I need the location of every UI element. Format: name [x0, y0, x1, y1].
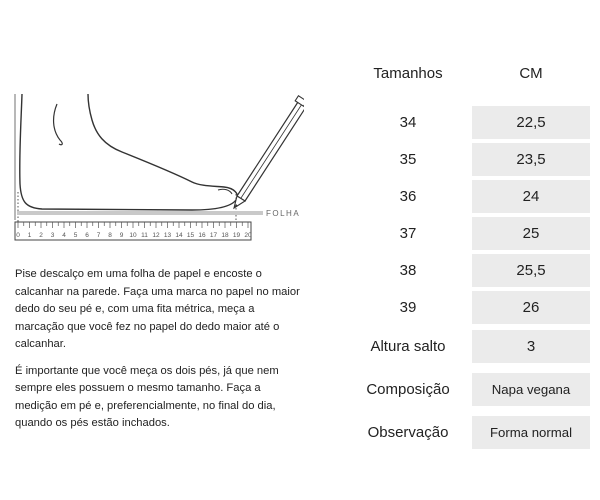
- ruler-number: 1: [27, 232, 32, 239]
- ruler-number: 2: [39, 232, 43, 239]
- ruler-number: 8: [108, 232, 112, 239]
- size-row-value: 23,5: [472, 143, 590, 176]
- size-row-label: 34: [399, 114, 417, 131]
- size-column-header: Tamanhos: [373, 65, 443, 82]
- ruler-number: 6: [85, 232, 89, 239]
- ruler-number: 17: [209, 232, 218, 239]
- ruler-number: 10: [129, 232, 137, 239]
- ruler-number: 19: [232, 232, 241, 239]
- pencil-icon: [234, 96, 304, 208]
- size-row-value: 25,5: [472, 254, 590, 287]
- size-row-label: 35: [399, 151, 417, 168]
- foot-outline: [20, 94, 238, 210]
- size-row-value: 26: [472, 291, 590, 324]
- measurement-instructions: [15, 266, 305, 442]
- size-row-label: 36: [399, 188, 417, 205]
- ruler-number: 4: [62, 232, 66, 239]
- heel-height-label: Altura salto: [370, 338, 446, 355]
- heel-height-value: 3: [472, 330, 590, 363]
- paper-sheet: [17, 211, 263, 215]
- size-row-label: 38: [399, 262, 417, 279]
- ruler-number: 16: [198, 232, 206, 239]
- cm-column-header: CM: [519, 65, 543, 82]
- size-row-label: 37: [399, 225, 417, 242]
- composition-label: Composição: [366, 381, 450, 398]
- foot-measurement-illustration: [12, 94, 304, 246]
- ruler-number: 11: [141, 232, 148, 239]
- observation-label: Observação: [367, 424, 449, 441]
- size-row-label: 39: [399, 299, 417, 316]
- ruler-number: 12: [152, 232, 160, 239]
- composition-value: Napa vegana: [472, 373, 590, 406]
- ruler-number: 0: [16, 232, 20, 239]
- instructions-paragraph-1: Pise descalço em uma folha de papel e encoste o calcanhar na parede. Faça uma marca no papel no maior dedo do seu pé e, com uma fita métrica, meça a marcação que você fez no papel do dedo maior até o calcanhar.: [15, 268, 300, 350]
- ruler-number: 5: [73, 232, 78, 239]
- ruler-number: 18: [221, 232, 229, 239]
- ruler-number: 9: [119, 232, 124, 239]
- ruler-number: 14: [175, 232, 183, 239]
- ruler-number: 13: [163, 232, 172, 239]
- instructions-paragraph-2: É importante que você meça os dois pés, já que nem sempre eles possuem o mesmo tamanho. Faça a medição em pé e, preferencialmente, no final do dia, quando os pés estão inchados.: [15, 364, 279, 429]
- ruler-number: 3: [50, 232, 55, 239]
- ruler: [15, 222, 252, 240]
- paper-label: FOLHA: [266, 209, 301, 218]
- ruler-number: 15: [186, 232, 195, 239]
- observation-value: Forma normal: [472, 416, 590, 449]
- toenail-detail: [218, 189, 232, 194]
- size-row-value: 22,5: [472, 106, 590, 139]
- size-row-value: 25: [472, 217, 590, 250]
- size-row-value: 24: [472, 180, 590, 213]
- ruler-number: 20: [244, 232, 252, 239]
- ruler-number: 7: [96, 232, 101, 239]
- ankle-detail: [54, 104, 63, 145]
